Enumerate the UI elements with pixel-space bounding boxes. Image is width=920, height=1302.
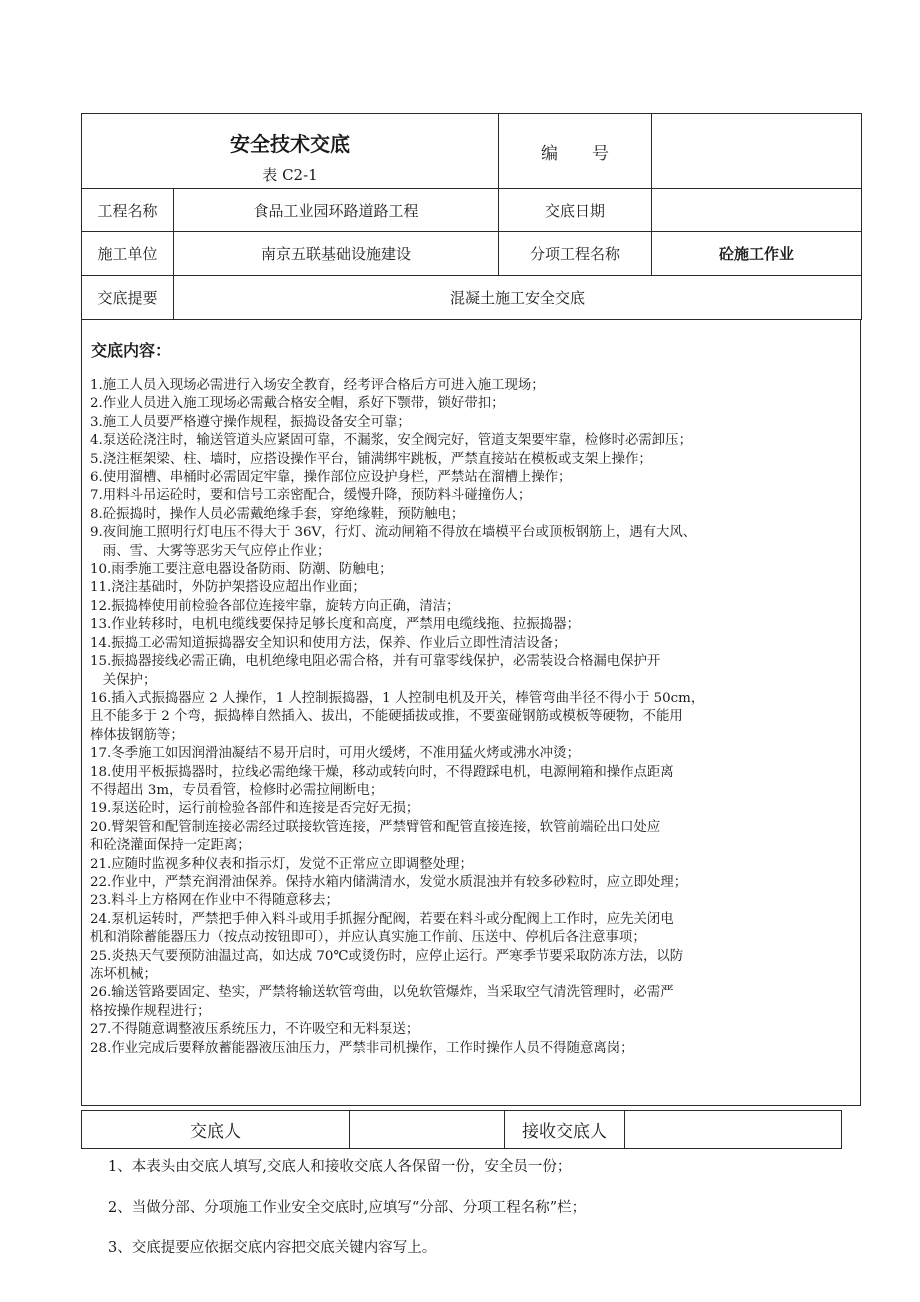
content-line: 19.泵送砼时，运行前检验各部件和连接是否完好无损；	[90, 801, 420, 817]
content-line: 20.臂架管和配管制连接必需经过联接软管连接，严禁臂管和配管直接连接，软管前端砼出口处应	[90, 819, 661, 835]
content-line: 17.冬季施工如因润滑油凝结不易开启时，可用火缓烤，不准用猛火烤或沸水冲烫；	[90, 746, 580, 762]
giver-label: 交底人	[82, 1111, 350, 1149]
content-line: 8.砼振捣时，操作人员必需戴绝缘手套，穿绝缘鞋，预防触电；	[90, 506, 465, 522]
content-line: 21.应随时监视多种仪表和指示灯，发觉不正常应立即调整处理；	[90, 856, 473, 872]
content-line: 12.振捣棒使用前检验各部位连接牢靠，旋转方向正确，清洁；	[90, 598, 460, 614]
number-value	[652, 114, 862, 189]
form-code: 表 C2-1	[262, 166, 318, 184]
content-line: 7.用料斗吊运砼时，要和信号工亲密配合，缓慢升降，预防料斗碰撞伤人；	[90, 488, 532, 504]
note-item: 1、本表头由交底人填写,交底人和接收交底人各保留一份，安全员一份；	[108, 1159, 572, 1175]
content-line: 10.雨季施工要注意电器设备防雨、防潮、防触电；	[90, 562, 393, 578]
giver-value	[350, 1111, 505, 1149]
content-line: 4.泵送砼浇注时，输送管道头应紧固可靠，不漏浆，安全阀完好，管道支架要牢靠，检修时必需卸压；	[90, 433, 692, 449]
project-name-label: 工程名称	[82, 189, 174, 232]
summary-value: 混凝土施工安全交底	[174, 276, 862, 320]
unit-label: 施工单位	[82, 232, 174, 276]
content-line: 关保护；	[90, 672, 157, 688]
content-line: 24.泵机运转时，严禁把手伸入料斗或用手抓握分配阀，若要在料斗或分配阀上工作时，应先关闭电	[90, 911, 674, 927]
safety-disclosure-form	[81, 113, 861, 1106]
note-item: 3、交底提要应依据交底内容把交底关键内容写上。	[108, 1240, 437, 1256]
content-line: 18.使用平板振捣器时，拉线必需绝缘干燥，移动或转向时，不得蹬踩电机，电源闸箱和操作点距离	[90, 764, 674, 780]
form-title: 安全技术交底	[230, 132, 350, 156]
content-line: 25.炎热天气要预防油温过高，如达成 70℃或烫伤时，应停止运行。严寒季节要采取防冻方法，以防	[90, 948, 684, 964]
content-line: 棒体拔钢筋等；	[90, 727, 184, 743]
content-line: 5.浇注框架梁、柱、墙时，应搭设操作平台，铺满绑牢跳板，严禁直接站在模板或支架上操作；	[90, 451, 652, 467]
title-cell	[82, 114, 499, 189]
content-line: 1.施工人员入现场必需进行入场安全教育，经考评合格后方可进入施工现场；	[90, 378, 545, 393]
subitem-value: 砼施工作业	[652, 232, 862, 276]
content-line: 15.振捣器接线必需正确，电机绝缘电阻必需合格，并有可靠零线保护，必需装设合格漏电保护开	[90, 654, 661, 670]
content-line: 不得超出 3m，专员看管，检修时必需拉闸断电；	[90, 782, 384, 798]
disclosure-content	[81, 320, 861, 1106]
content-line: 2.作业人员进入施工现场必需戴合格安全帽，系好下颚带，锁好带扣；	[90, 396, 505, 412]
content-line: 26.输送管路要固定、垫实，严禁将输送软管弯曲，以免软管爆炸，当采取空气清洗管理时，必需严	[90, 985, 674, 1001]
content-line: 冻坏机械；	[90, 967, 157, 982]
content-heading: 交底内容：	[91, 341, 172, 360]
content-line: 11.浇注基础时，外防护架搭设应超出作业面；	[90, 580, 366, 596]
receiver-value	[625, 1111, 842, 1149]
content-line: 和砼浇灌面保持一定距离；	[90, 838, 251, 854]
content-line: 格按操作规程进行；	[90, 1003, 211, 1019]
number-label: 编 号	[499, 114, 652, 189]
signature-table	[81, 1110, 842, 1149]
content-line: 16.插入式振捣器应 2 人操作，1 人控制振捣器，1 人控制电机及开关，棒管弯曲半径不得小于 50cm，	[90, 690, 705, 706]
content-line: 13.作业转移时，电机电缆线要保持足够长度和高度，严禁用电缆线拖、拉振捣器；	[90, 617, 580, 633]
subitem-label: 分项工程名称	[499, 232, 652, 276]
content-line: 27.不得随意调整液压系统压力，不许吸空和无料泵送；	[90, 1022, 420, 1038]
content-line: 6.使用溜槽、串桶时必需固定牢靠，操作部位应设护身栏，严禁站在溜槽上操作；	[90, 470, 572, 486]
content-line: 3.施工人员要严格遵守操作规程，振捣设备安全可靠；	[90, 414, 411, 430]
content-line: 且不能多于 2 个弯，振捣棒自然插入、拔出，不能硬插拔或推，不要蛮碰钢筋或模板等硬物，不能用	[90, 709, 683, 725]
content-line: 28.作业完成后要释放蓄能器液压油压力，严禁非司机操作，工作时操作人员不得随意离岗；	[90, 1040, 634, 1056]
content-line: 机和消除蓄能器压力（按点动按钮即可），并应认真实施工作前、压送中、停机后各注意事项；	[90, 930, 646, 946]
project-name-value: 食品工业园环路道路工程	[174, 189, 499, 232]
content-items	[90, 377, 858, 1058]
content-line: 14.振捣工必需知道振捣器安全知识和使用方法，保养、作业后立即性清洁设备；	[90, 635, 567, 651]
date-value	[652, 189, 862, 232]
content-line: 雨、雪、大雾等恶劣天气应停止作业；	[90, 543, 331, 559]
note-item: 2、当做分部、分项施工作业安全交底时,应填写“分部、分项工程名称”栏；	[108, 1200, 587, 1216]
unit-value: 南京五联基础设施建设	[174, 232, 499, 276]
date-label: 交底日期	[499, 189, 652, 232]
content-line: 23.料斗上方格网在作业中不得随意移去；	[90, 893, 339, 909]
summary-label: 交底提要	[82, 276, 174, 320]
receiver-label: 接收交底人	[505, 1111, 625, 1149]
form-header-table	[81, 113, 862, 320]
content-line: 22.作业中，严禁充润滑油保养。保持水箱内储满清水，发觉水质混浊并有较多砂粒时，应立即处理；	[90, 874, 688, 890]
content-line: 9.夜间施工照明行灯电压不得大于 36V，行灯、流动闸箱不得放在墙模平台或顶板钢筋上，遇有大风、	[90, 525, 697, 541]
